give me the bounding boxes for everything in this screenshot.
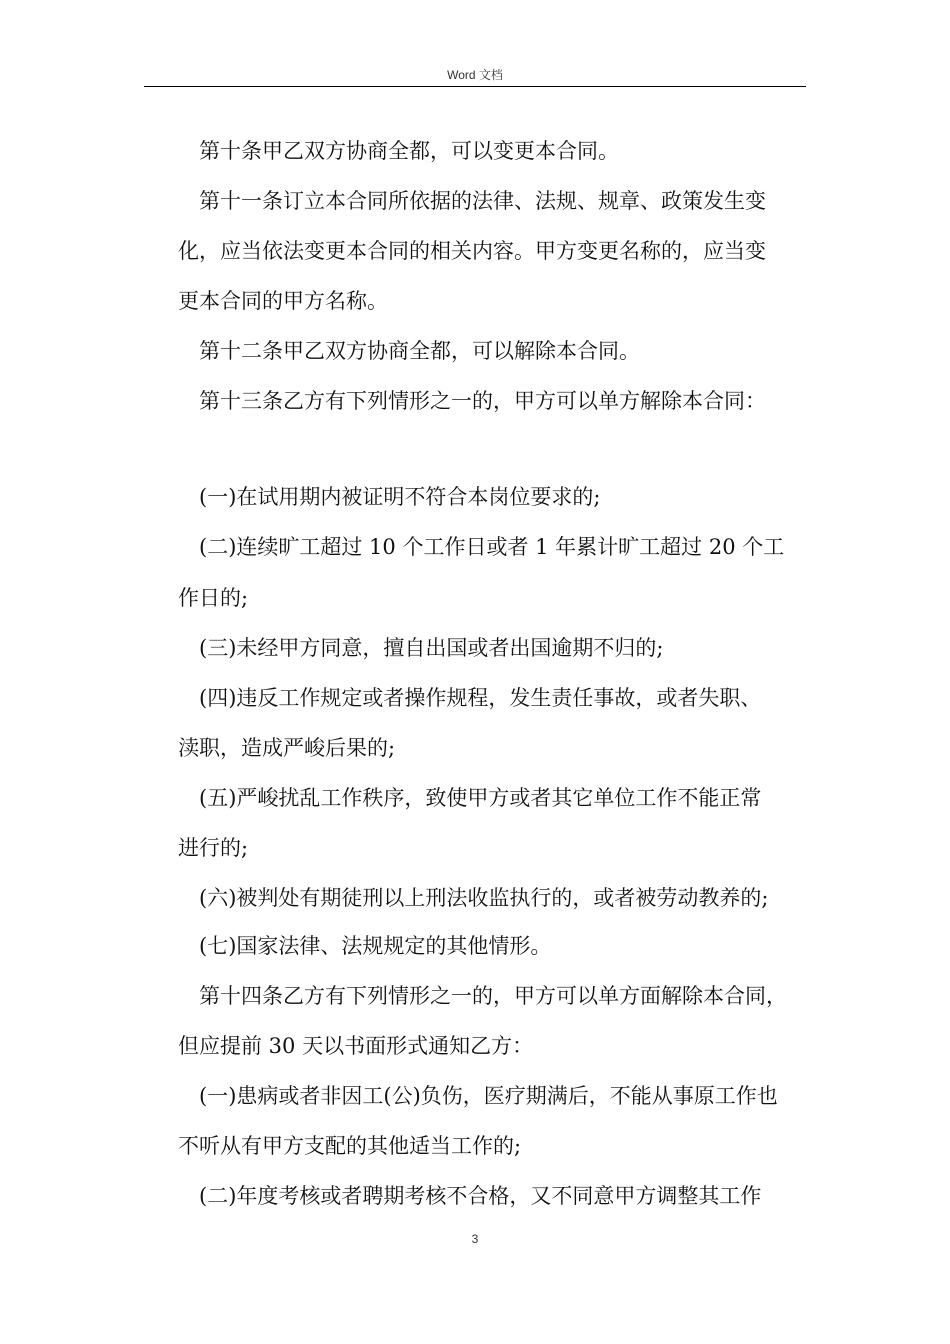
paragraph-line: (二)连续旷工超过 10 个工作日或者 1 年累计旷工超过 20 个工 [178, 535, 785, 559]
paragraph-line: 第十一条订立本合同所依据的法律、法规、规章、政策发生变 [178, 189, 766, 213]
paragraph-line: 第十三条乙方有下列情形之一的，甲方可以单方解除本合同： [178, 389, 766, 413]
paragraph-line: 但应提前 30 天以书面形式通知乙方： [178, 1034, 534, 1058]
paragraph-line: (四)违反工作规定或者操作规程，发生责任事故，或者失职、 [178, 686, 762, 710]
paragraph-line: 更本合同的甲方名称。 [178, 289, 388, 313]
page-number: 3 [471, 1232, 479, 1246]
paragraph-line: (二)年度考核或者聘期考核不合格，又不同意甲方调整其工作 [178, 1184, 762, 1208]
paragraph-line: (五)严峻扰乱工作秩序，致使甲方或者其它单位工作不能正常 [178, 786, 762, 810]
paragraph-line: (三)未经甲方同意，擅自出国或者出国逾期不归的; [178, 636, 664, 660]
paragraph-line: (一)患病或者非因工(公)负伤，医疗期满后，不能从事原工作也 [178, 1084, 778, 1108]
paragraph-line: 第十二条甲乙双方协商全都，可以解除本合同。 [178, 339, 640, 363]
paragraph-line: (一)在试用期内被证明不符合本岗位要求的; [178, 485, 601, 509]
paragraph-line: (七)国家法律、法规规定的其他情形。 [178, 934, 552, 958]
paragraph-line: 化，应当依法变更本合同的相关内容。甲方变更名称的，应当变 [178, 239, 766, 263]
paragraph-line: 作日的; [178, 586, 249, 610]
header-rule [144, 86, 806, 87]
paragraph-line: 第十四条乙方有下列情形之一的，甲方可以单方面解除本合同， [178, 984, 787, 1008]
page-header: Word 文档 [447, 68, 503, 82]
paragraph-line: 不听从有甲方支配的其他适当工作的; [178, 1134, 522, 1158]
paragraph-line: 进行的; [178, 836, 249, 860]
paragraph-line: 第十条甲乙双方协商全都，可以变更本合同。 [178, 139, 619, 163]
paragraph-line: 渎职，造成严峻后果的; [178, 736, 396, 760]
paragraph-line: (六)被判处有期徒刑以上刑法收监执行的，或者被劳动教养的; [178, 886, 769, 910]
